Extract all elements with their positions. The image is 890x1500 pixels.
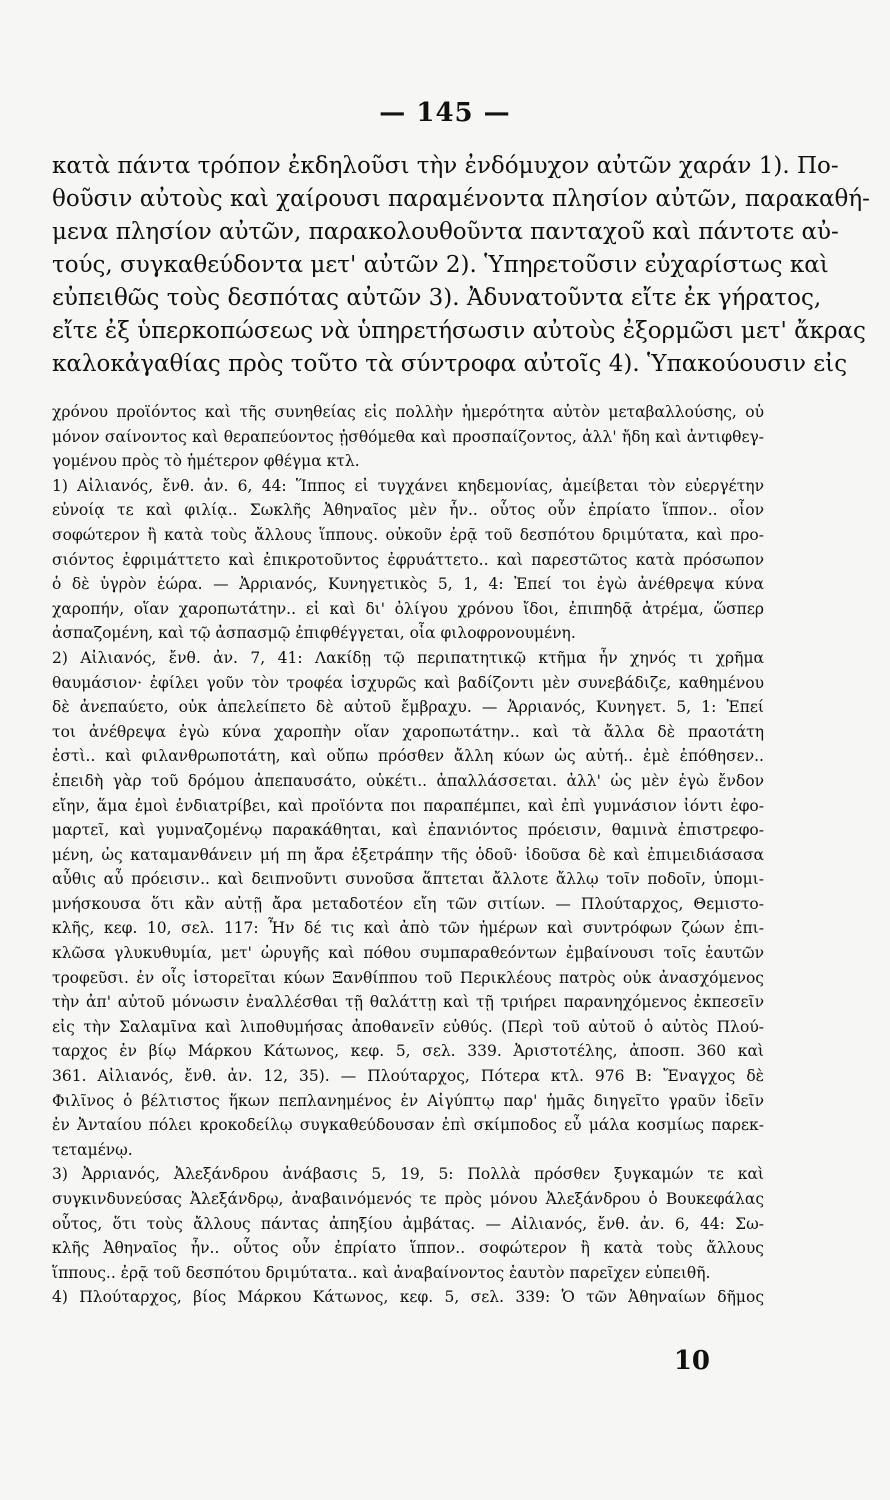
main-text-line: εἴτε ἐξ ὑπερκοπώσεως νὰ ὑπηρετήσωσιν αὐτοὺς ἐξορμῶσι μετ' ἄκρας [52,318,866,344]
footnote-line: ἐστὶ.. καὶ φιλανθρωποτάτη, καὶ οὔπω πρόσθεν ἄλλη κύων ὡς αὐτή.. ἐμὲ ἐπόθησεν.. [52,747,764,766]
footnote-line: οὗτος, ὅτι τοὺς ἄλλους πάντας ἀπηξίου ἀμβάτας. — Αἰλιανός, ἔνθ. ἀν. 6, 44: Σω- [52,1214,764,1233]
footnote-line: εἴην, ἅμα ἐμοὶ ἐνδιατρίβει, καὶ προϊόντα ποι παραπέμπει, καὶ ἐπὶ γυμνάσιον ἰόντι ἐφο- [52,796,764,815]
main-text-line: κατὰ πάντα τρόπον ἐκδηλοῦσι τὴν ἐνδόμυχον αὐτῶν χαράν 1). Πο- [52,153,839,179]
footnote-line: μαρτεῖ, καὶ γυμναζομένῳ παρακάθηται, καὶ ἐπανιόντος πρόεισιν, θαμινὰ ἐπιστρεφο- [52,821,764,840]
footnote-line: 3) Ἀρριανός, Ἀλεξάνδρου ἀνάβασις 5, 19, 5: Πολλὰ πρόσθεν ξυγκαμών τε καὶ [52,1165,764,1184]
footnote-line: 361. Αἰλιανός, ἔνθ. ἀν. 12, 35). — Πλούταρχος, Πότερα κτλ. 976 Β: Ἔναγχος δὲ [52,1067,764,1086]
footnote-line: ταρχος ἐν βίῳ Μάρκου Κάτωνος, κεφ. 5, σελ. 339. Ἀριστοτέλης, ἀποσπ. 360 καὶ [52,1042,764,1061]
footnote-line: 1) Αἰλιανός, ἔνθ. ἀν. 6, 44: Ἵππος εἰ τυγχάνει κηδεμονίας, ἀμείβεται τὸν εὐεργέτην [52,476,764,495]
footnote-line: χαροπήν, οἵαν χαροπωτάτην.. εἰ καὶ δι' ὀλίγου χρόνου ἴδοι, ἐπιπηδᾷ ἀτρέμα, ὥσπερ [52,599,764,618]
footnote-line: εἰς τὴν Σαλαμῖνα καὶ λιποθυμήσας ἀποθανεῖν εὐθύς. (Περὶ τοῦ αὐτοῦ ὁ αὐτὸς Πλού- [52,1017,764,1036]
footnote-line: κλῶσα γλυκυθυμία, μετ' ὠρυγῆς καὶ πόθου συμπαραθεόντων ἐμβαίνουσι τοῖς ἑαυτῶν [52,944,764,963]
footnote-line: δὲ ἀνεπαύετο, οὐκ ἀπελείπετο δὲ αὐτοῦ ἔμβραχυ. — Ἀρριανός, Κυνηγετ. 5, 1: Ἐπεί [52,698,764,717]
footnote-line: ἐν Ἀνταίου πόλει κροκοδείλῳ συγκαθεύδουσαν ἐπὶ σκίμποδος εὖ μάλα κοσμίως παρεκ- [52,1116,764,1135]
footnote-line: χρόνου προϊόντος καὶ τῆς συνηθείας εἰς πολλὴν ἡμερότητα αὐτὸν μεταβαλλούσης, οὐ [52,403,764,421]
main-text [52,150,870,381]
footnote-line: ἵππους.. ἐρᾷ τοῦ δεσπότου δριμύτατα.. καὶ ἀναβαίνοντος ἑαυτὸν παρεῖχεν εὐπειθῆ. [52,1263,711,1282]
footnote-line: μνήσκουσα ὅτι κἂν αὐτῇ ἄρα μεταδοτέον εἴη τῶν σιτίων. — Πλούταρχος, Θεμιστο- [52,894,764,913]
footnote-line: ἀσπαζομένη, καὶ τῷ ἀσπασμῷ ἐπιφθέγγεται, οἷα φιλοφρονουμένη. [52,624,576,643]
footnote-line: σιόντος ἐφριμάττετο καὶ ἐπικροτοῦντος ἐφρυάττετο.. καὶ παρεστῶτος κατὰ πρόσωπον [52,550,764,569]
main-text-line: τούς, συγκαθεύδοντα μετ' αὐτῶν 2). Ὑπηρετοῦσιν εὐχαρίστως καὶ [52,252,829,278]
main-text-line: εὐπειθῶς τοὺς δεσπότας αὐτῶν 3). Ἀδυνατοῦντα εἴτε ἐκ γήρατος, [52,285,822,311]
footnote-line: Φιλῖνος ὁ βέλτιστος ἥκων πεπλανημένος ἐν Αἰγύπτῳ παρ' ἡμᾶς διηγεῖτο γραῦν ἰδεῖν [52,1091,764,1110]
footnote-line: σοφώτερον ἢ κατὰ τοὺς ἄλλους ἵππους. οὐκοῦν ἐρᾷ τοῦ δεσπότου δριμύτατα, καὶ προ- [52,525,764,544]
signature-mark: 10 [673,1346,710,1376]
footnotes [52,400,764,1310]
main-text-line: μενα πλησίον αὐτῶν, παρακολουθοῦντα πανταχοῦ καὶ πάντοτε αὐ- [52,219,839,245]
main-text-line: θοῦσιν αὐτοὺς καὶ χαίρουσι παραμένοντα πλησίον αὐτῶν, παρακαθή- [52,186,870,212]
footnote-line: τὴν ἀπ' αὐτοῦ μόνωσιν ἐναλλέσθαι τῇ θαλάττῃ καὶ τῇ τριήρει παρανηχόμενος ἐκπεσεῖν [52,993,764,1012]
footnote-line: κλῆς Ἀθηναῖος ἦν.. οὗτος οὖν ἐπρίατο ἵππον.. σοφώτερον ἢ κατὰ τοὺς ἄλλους [52,1239,764,1258]
footnote-line: τεταμένῳ. [52,1140,133,1159]
footnote-line: γομένου πρὸς τὸ ἡμέτερον φθέγμα κτλ. [52,452,360,471]
footnote-line: ἐπειδὴ γὰρ τοῦ δρόμου ἀπεπαυσάτο, οὐκέτι.. ἀπαλλάσσεται. ἀλλ' ὡς μὲν ἐγὼ ἔνδον [52,771,764,790]
footnote-line: τοι ἀνέθρεψα ἐγὼ κύνα χαροπὴν οἵαν χαροπωτάτην.. καὶ τὰ ἄλλα δὲ πραοτάτη [52,722,764,741]
footnote-line: μένη, ὡς καταμανθάνειν μή πη ἄρα ἐξετράπην τῆς ὁδοῦ· ἰδοῦσα δὲ καὶ ἐπιμειδιάσασα [52,845,764,864]
footnote-line: ὁ δὲ ὑγρὸν ἑώρα. — Ἀρριανός, Κυνηγετικὸς 5, 1, 4: Ἐπεί τοι ἐγὼ ἀνέθρεψα κύνα [52,575,764,594]
footnote-line: μόνον σαίνοντος καὶ θεραπεύοντος ᾐσθόμεθα καὶ προσπαίζοντος, ἀλλ' ἤδη καὶ ἀντιφθεγ- [52,427,764,446]
footnote-line: θαυμάσιον· ἐφίλει γοῦν τὸν τροφέα ἰσχυρῶς καὶ βαδίζοντι μὲν συνεβάδιζε, καθημένου [52,673,764,692]
footnote-line: τροφεῦσι. ἐν οἷς ἱστορεῖται κύων Ξανθίππου τοῦ Περικλέους πατρὸς οὐκ ἀνασχόμενος [52,968,764,987]
page-number: — 145 — [379,98,511,128]
footnote-line: 2) Αἰλιανός, ἔνθ. ἀν. 7, 41: Λακίδῃ τῷ περιπατητικῷ κτῆμα ἦν χηνός τι χρῆμα [52,648,764,667]
main-text-line: καλοκἀγαθίας πρὸς τοῦτο τὰ σύντροφα αὐτοῖς 4). Ὑπακούουσιν εἰς [52,351,848,377]
footnote-line: αὖθις αὖ πρόεισιν.. καὶ δειπνοῦντι συνοῦσα ἅπτεται ἄλλοτε ἄλλῳ τοῖν ποδοῖν, ὑπομι- [52,870,764,889]
footnote-line: κλῆς, κεφ. 10, σελ. 117: Ἦν δέ τις καὶ ἀπὸ τῶν ἡμέρων καὶ συντρόφων ζώων ἐπι- [52,919,764,938]
footnote-line: 4) Πλούταρχος, βίος Μάρκου Κάτωνος, κεφ. 5, σελ. 339: Ὁ τῶν Ἀθηναίων δῆμος [52,1288,764,1307]
footnote-line: εὐνοίᾳ τε καὶ φιλίᾳ.. Σωκλῆς Ἀθηναῖος μὲν ἦν.. οὗτος οὖν ἐπρίατο ἵππον.. οἷον [52,501,764,520]
footnote-line: συγκινδυνεύσας Ἀλεξάνδρῳ, ἀναβαινόμενός τε πρὸς μόνου Ἀλεξάνδρου ὁ Βουκεφάλας [52,1190,764,1208]
